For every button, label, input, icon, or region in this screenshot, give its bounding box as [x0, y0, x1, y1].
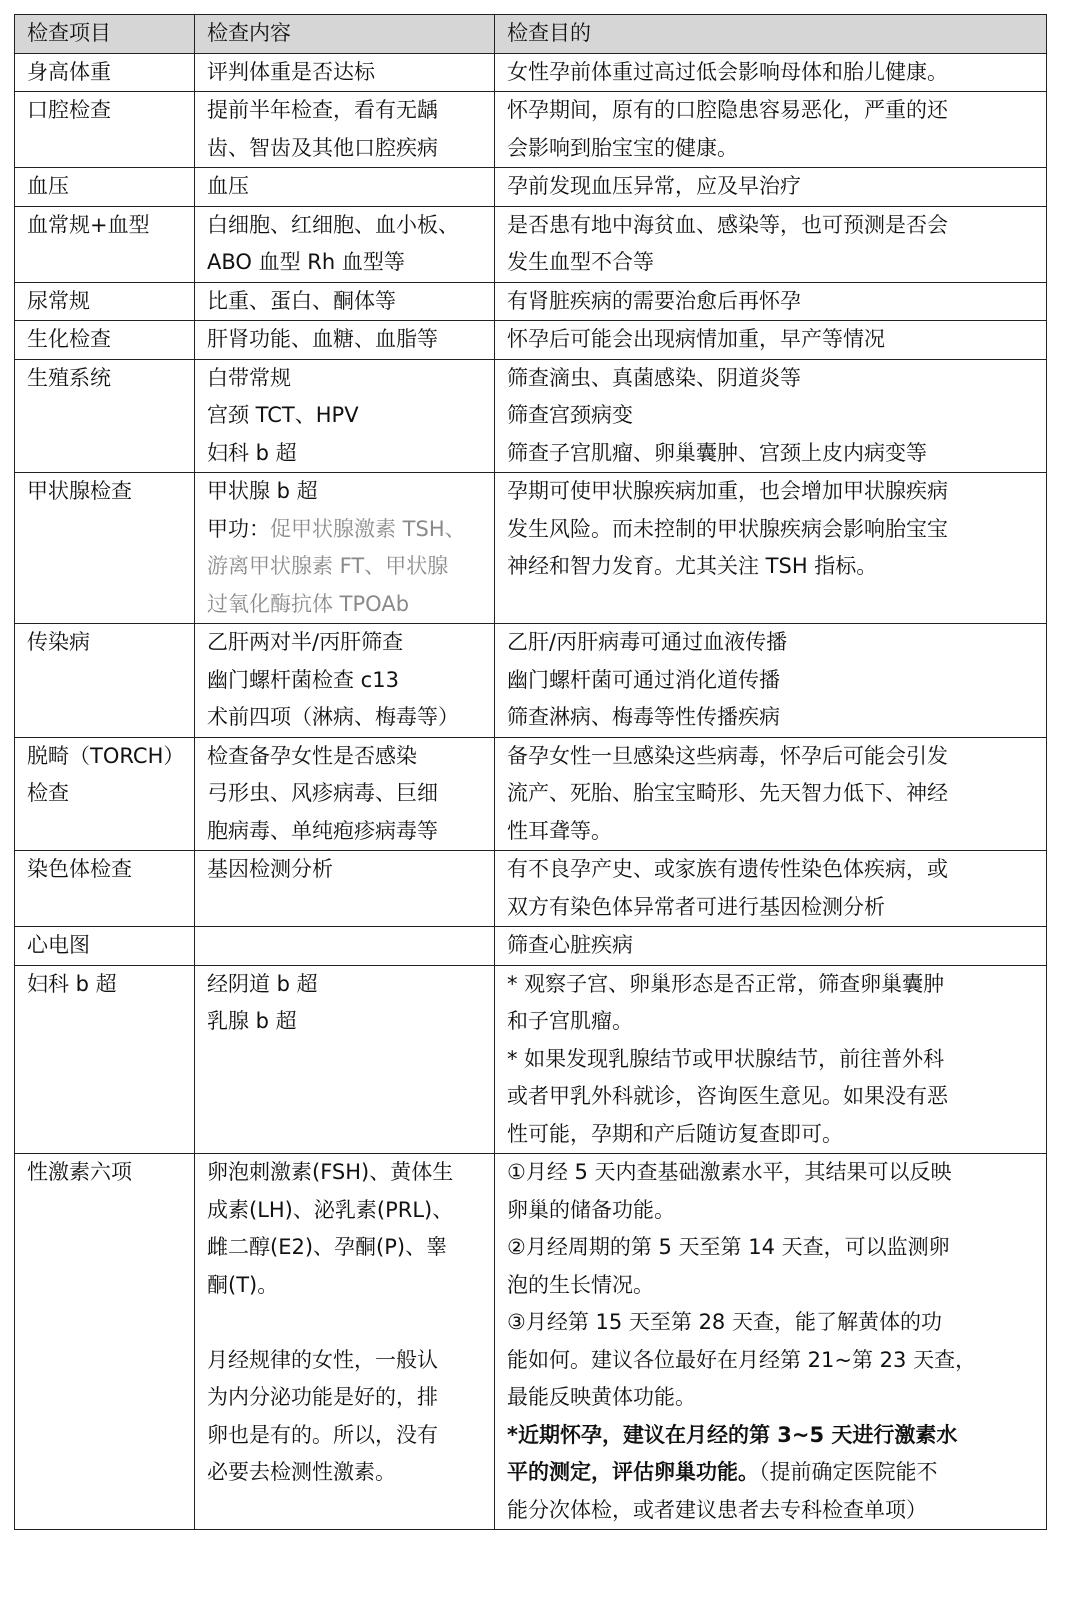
cell-content: [195, 321, 495, 360]
table-row: [15, 282, 1047, 321]
text-line: 女性孕前体重过高过低会影响母体和胎儿健康。: [507, 59, 948, 84]
text-line: 血压: [27, 174, 69, 198]
text-line: 为内分泌功能是好的，排: [207, 1385, 438, 1409]
text-line: 弓形虫、风疹病毒、巨细: [207, 781, 438, 805]
cell-purpose: [495, 359, 1047, 473]
table-row: [15, 53, 1047, 92]
text-line: 性耳聋等。: [507, 818, 612, 843]
text-line: 经阴道 b 超: [207, 971, 318, 996]
text-line: 能分次体检，或者建议患者去专科检查单项）: [507, 1497, 927, 1522]
cell-purpose: [495, 1154, 1047, 1530]
text-line: 性激素六项: [27, 1160, 132, 1184]
cell-purpose: [495, 321, 1047, 360]
table-row: [15, 851, 1047, 927]
note-tail: （提前确定医院能不: [759, 1460, 938, 1484]
text-line: 生化检查: [27, 327, 111, 351]
table-row: [15, 321, 1047, 360]
text-line: 尿常规: [27, 288, 90, 313]
text-line: 月经规律的女性，一般认: [207, 1347, 438, 1372]
text-line: 妇科 b 超: [207, 440, 297, 465]
text-line: 雌二醇(E2)、孕酮(P)、睾: [207, 1235, 448, 1259]
text-line: 成素(LH)、泌乳素(PRL)、: [207, 1197, 454, 1222]
table-row: [15, 965, 1047, 1154]
text-line: 宫颈 TCT、HPV: [207, 403, 359, 427]
text-line: 幽门螺杆菌检查 c13: [207, 667, 399, 692]
text-line: 评判体重是否达标: [207, 59, 375, 84]
paragraph-gap: [207, 1304, 488, 1342]
text-line: 身高体重: [27, 59, 111, 84]
text-line: 筛查子宫肌瘤、卵巢囊肿、宫颈上皮内病变等: [507, 440, 927, 465]
cell-item: [15, 737, 195, 851]
pre-pregnancy-exam-table: [14, 14, 1047, 1530]
header-purpose: 检查目的: [495, 15, 1047, 54]
cell-item: [15, 359, 195, 473]
text-line: *近期怀孕，建议在月经的第 3~5 天进行激素水: [507, 1422, 958, 1447]
text-line: 生殖系统: [27, 365, 111, 390]
text-line: 泡的生长情况。: [507, 1272, 654, 1297]
text-line: 术前四项（淋病、梅毒等）: [207, 705, 459, 729]
text-line: 孕前发现血压异常，应及早治疗: [507, 174, 801, 198]
cell-content: [195, 92, 495, 168]
cell-content: [195, 473, 495, 624]
text-line: 会影响到胎宝宝的健康。: [507, 135, 738, 160]
cell-item: [15, 92, 195, 168]
text-line: 过氧化酶抗体 TPOAb: [207, 591, 410, 616]
text-line: [207, 511, 488, 549]
text-line: 怀孕后可能会出现病情加重，早产等情况: [507, 327, 885, 351]
text-line: ③月经第 15 天至第 28 天查，能了解黄体的功: [507, 1310, 942, 1334]
cell-content: [195, 359, 495, 473]
cell-purpose: [495, 206, 1047, 282]
text-line: 流产、死胎、胎宝宝畸形、先天智力低下、神经: [507, 781, 948, 805]
cell-content: [195, 737, 495, 851]
cell-item: [15, 965, 195, 1154]
cell-content: [195, 206, 495, 282]
table-row: [15, 206, 1047, 282]
table-row: [15, 1154, 1047, 1530]
cell-purpose: [495, 53, 1047, 92]
cell-item: [15, 1154, 195, 1530]
text-line: 甲状腺 b 超: [207, 479, 318, 503]
cell-content: [195, 53, 495, 92]
text-line: 基因检测分析: [207, 857, 333, 881]
text-line: 性可能，孕期和产后随访复查即可。: [507, 1121, 843, 1146]
text-line: 双方有染色体异常者可进行基因检测分析: [507, 894, 885, 919]
table-header-row: [15, 15, 1047, 54]
text-line: 酮(T)。: [207, 1272, 279, 1297]
text-line: [507, 1454, 1042, 1492]
text-line: * 观察子宫、卵巢形态是否正常，筛查卵巢囊肿: [507, 971, 945, 996]
cell-content: [195, 1154, 495, 1530]
text-line: ①月经 5 天内查基础激素水平，其结果可以反映: [507, 1160, 952, 1184]
thyroid-function-tsh: 促甲状腺激素 TSH、: [270, 516, 466, 541]
cell-item: [15, 927, 195, 966]
text-line: 胞病毒、单纯疱疹病毒等: [207, 818, 438, 843]
text-line: 心电图: [27, 933, 90, 957]
cell-purpose: [495, 737, 1047, 851]
cell-content: [195, 624, 495, 738]
text-line: 最能反映黄体功能。: [507, 1385, 696, 1409]
header-content: 检查内容: [195, 15, 495, 54]
bold-note: 平的测定，评估卵巢功能。: [507, 1460, 759, 1484]
text-line: 筛查心脏疾病: [507, 933, 633, 957]
text-line: 白细胞、红细胞、血小板、: [207, 212, 459, 237]
cell-purpose: [495, 851, 1047, 927]
cell-purpose: [495, 624, 1047, 738]
cell-item: [15, 53, 195, 92]
cell-content: [195, 965, 495, 1154]
text-line: 乙肝/丙肝病毒可通过血液传播: [507, 630, 788, 654]
text-line: 游离甲状腺素 FT、甲状腺: [207, 554, 449, 578]
cell-purpose: [495, 965, 1047, 1154]
text-line: 筛查滴虫、真菌感染、阴道炎等: [507, 365, 801, 390]
table-row: [15, 92, 1047, 168]
text-line: 筛查宫颈病变: [507, 403, 633, 427]
text-line: 检查: [27, 781, 69, 805]
text-line: 血压: [207, 174, 249, 198]
text-line: ABO 血型 Rh 血型等: [207, 250, 405, 274]
text-line: 神经和智力发育。尤其关注 TSH 指标。: [507, 554, 878, 578]
text-line: 白带常规: [207, 365, 291, 390]
text-line: 乙肝两对半/丙肝筛查: [207, 630, 404, 654]
text-line: 传染病: [27, 630, 90, 654]
text-line: 肝肾功能、血糖、血脂等: [207, 327, 438, 351]
table-row: [15, 737, 1047, 851]
text-line: 齿、智齿及其他口腔疾病: [207, 135, 438, 160]
cell-content: [195, 168, 495, 207]
table-row: [15, 168, 1047, 207]
text-line: 发生血型不合等: [507, 250, 654, 274]
cell-item: [15, 321, 195, 360]
text-line: 筛查淋病、梅毒等性传播疾病: [507, 705, 780, 729]
table-row: [15, 473, 1047, 624]
thyroid-function-prefix: 甲功：: [207, 516, 270, 541]
cell-content: [195, 282, 495, 321]
cell-purpose: [495, 927, 1047, 966]
text-line: 有肾脏疾病的需要治愈后再怀孕: [507, 288, 801, 313]
cell-item: [15, 624, 195, 738]
text-line: 检查备孕女性是否感染: [207, 743, 417, 768]
text-line: 口腔检查: [27, 98, 111, 122]
cell-item: [15, 851, 195, 927]
cell-purpose: [495, 282, 1047, 321]
cell-purpose: [495, 92, 1047, 168]
cell-item: [15, 473, 195, 624]
table-row: [15, 359, 1047, 473]
text-line: 血常规+血型: [27, 212, 150, 237]
table-row: [15, 927, 1047, 966]
text-line: 或者甲乳外科就诊，咨询医生意见。如果没有恶: [507, 1084, 948, 1108]
text-line: 卵泡刺激素(FSH)、黄体生: [207, 1160, 454, 1184]
cell-purpose: [495, 473, 1047, 624]
text-line: 卵巢的储备功能。: [507, 1197, 675, 1222]
text-line: 怀孕期间，原有的口腔隐患容易恶化，严重的还: [507, 98, 948, 122]
text-line: 能如何。建议各位最好在月经第 21~第 23 天查，: [507, 1347, 977, 1372]
text-line: 发生风险。而未控制的甲状腺疾病会影响胎宝宝: [507, 516, 948, 541]
cell-item: [15, 168, 195, 207]
text-line: * 如果发现乳腺结节或甲状腺结节，前往普外科: [507, 1046, 945, 1071]
text-line: ②月经周期的第 5 天至第 14 天查，可以监测卵: [507, 1235, 950, 1259]
text-line: 有不良孕产史、或家族有遗传性染色体疾病，或: [507, 857, 948, 881]
cell-item: [15, 206, 195, 282]
text-line: 比重、蛋白、酮体等: [207, 288, 396, 313]
cell-item: [15, 282, 195, 321]
text-line: 孕期可使甲状腺疾病加重，也会增加甲状腺疾病: [507, 479, 948, 503]
cell-content: [195, 927, 495, 966]
text-line: 和子宫肌瘤。: [507, 1009, 633, 1033]
text-line: 卵也是有的。所以，没有: [207, 1422, 438, 1447]
text-line: 备孕女性一旦感染这些病毒，怀孕后可能会引发: [507, 743, 948, 768]
text-line: 染色体检查: [27, 857, 132, 881]
cell-purpose: [495, 168, 1047, 207]
cell-content: [195, 851, 495, 927]
exam-table-page: [14, 14, 1066, 1530]
text-line: 乳腺 b 超: [207, 1009, 297, 1033]
header-item: 检查项目: [15, 15, 195, 54]
text-line: 幽门螺杆菌可通过消化道传播: [507, 667, 780, 692]
text-line: 甲状腺检查: [27, 479, 132, 503]
text-line: 是否患有地中海贫血、感染等，也可预测是否会: [507, 212, 948, 237]
text-line: 必要去检测性激素。: [207, 1460, 396, 1484]
text-line: 提前半年检查，看有无龋: [207, 98, 438, 122]
table-row: [15, 624, 1047, 738]
text-line: 脱畸（TORCH）: [27, 743, 185, 768]
text-line: 妇科 b 超: [27, 971, 117, 996]
